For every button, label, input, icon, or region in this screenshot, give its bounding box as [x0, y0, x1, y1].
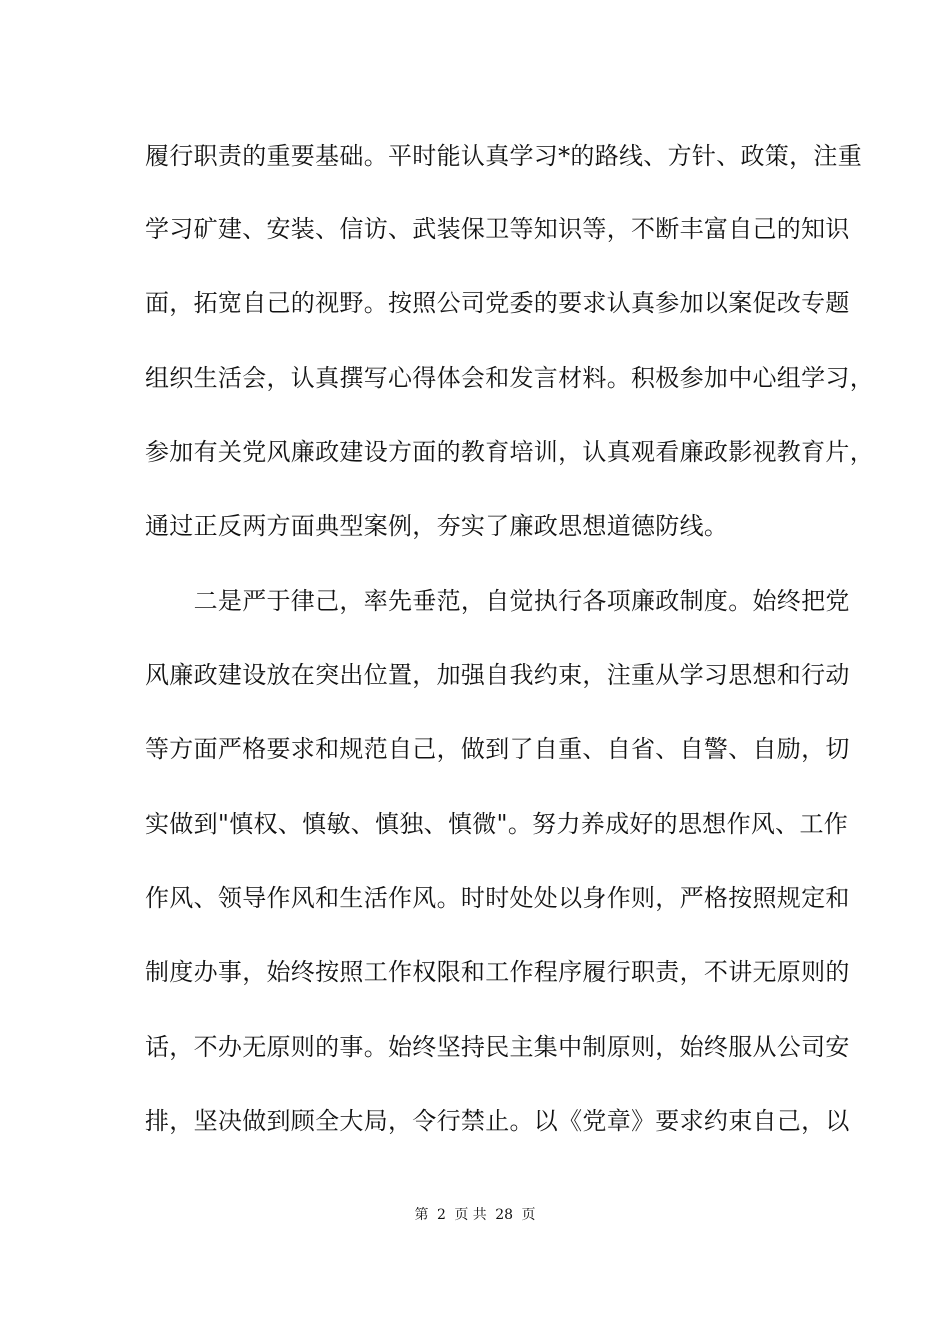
footer-prefix: 第 [414, 1207, 429, 1223]
body-text-line: 排，坚决做到顾全大局，令行禁止。以《党章》要求约束自己，以 [145, 1107, 850, 1135]
body-text-line: 面，拓宽自己的视野。按照公司党委的要求认真参加以案促改专题 [145, 289, 850, 317]
body-text-line: 学习矿建、安装、信访、武装保卫等知识等，不断丰富自己的知识 [145, 215, 850, 243]
body-text-line: 参加有关党风廉政建设方面的教育培训，认真观看廉政影视教育片， [145, 438, 874, 466]
current-page-number: 2 [436, 1207, 446, 1223]
body-text-line: 话，不办无原则的事。始终坚持民主集中制原则，始终服从公司安 [145, 1033, 850, 1061]
paragraph-start-line: 二是严于律己，率先垂范，自觉执行各项廉政制度。始终把党 [145, 587, 850, 615]
body-text-line: 作风、领导作风和生活作风。时时处处以身作则，严格按照规定和 [145, 884, 850, 912]
total-pages-number: 28 [495, 1207, 514, 1223]
footer-middle: 页 共 [454, 1207, 487, 1223]
footer-suffix: 页 [521, 1207, 536, 1223]
body-text-line: 风廉政建设放在突出位置，加强自我约束，注重从学习思想和行动 [145, 661, 850, 689]
body-text-line: 制度办事，始终按照工作权限和工作程序履行职责，不讲无原则的 [145, 958, 850, 986]
body-text-line: 履行职责的重要基础。平时能认真学习*的路线、方针、政策，注重 [145, 142, 862, 170]
body-text-line: 实做到"慎权、慎敏、慎独、慎微"。努力养成好的思想作风、工作 [145, 810, 849, 838]
body-text-line: 组织生活会，认真撰写心得体会和发言材料。积极参加中心组学习， [145, 364, 874, 392]
body-text-line: 通过正反两方面典型案例，夯实了廉政思想道德防线。 [145, 512, 729, 540]
body-text-line: 等方面严格要求和规范自己，做到了自重、自省、自警、自励，切 [145, 735, 850, 763]
page-footer [0, 1206, 950, 1224]
